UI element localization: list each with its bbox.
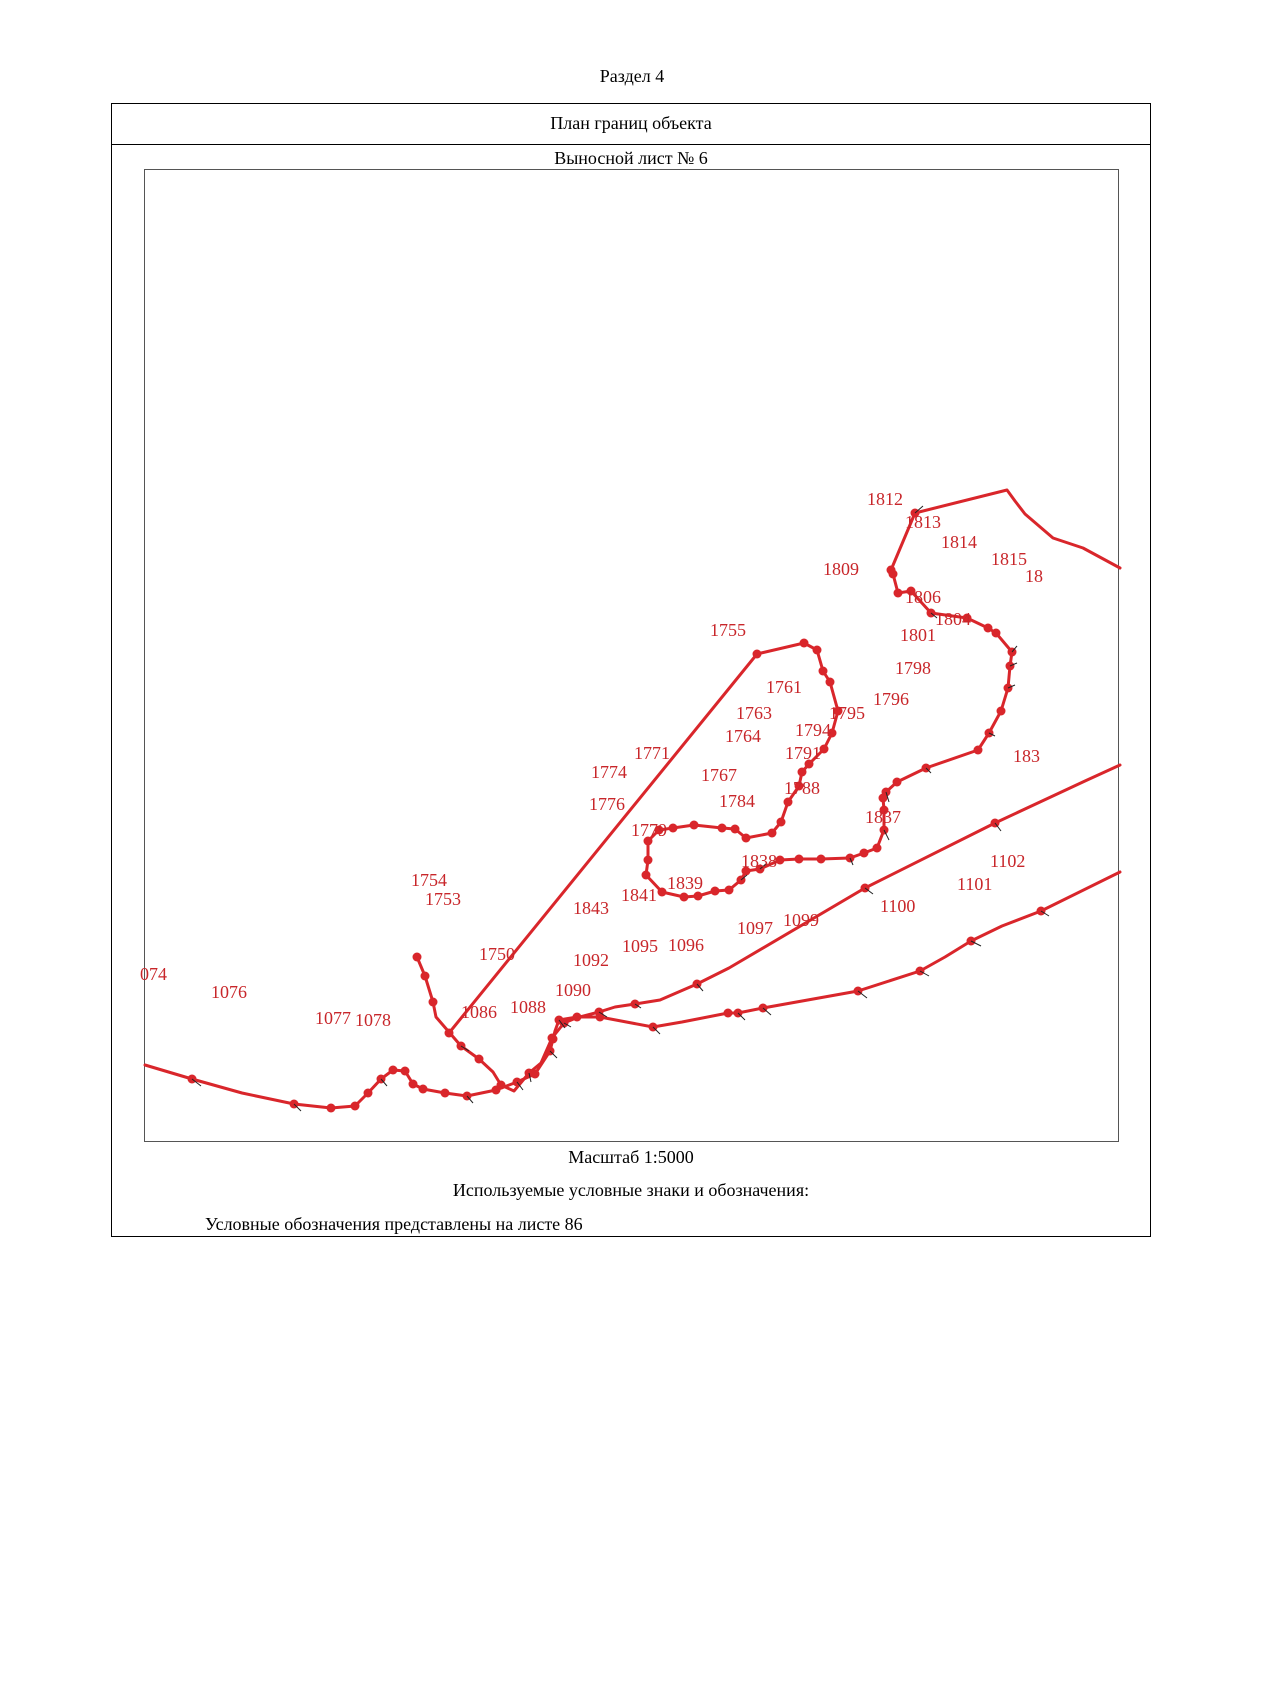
point-label: 18 <box>1025 566 1043 586</box>
point-label: 1788 <box>784 778 820 798</box>
point-label: 1795 <box>829 703 865 723</box>
point-label: 1092 <box>573 950 609 970</box>
plan-title: План границ объекта <box>112 104 1150 145</box>
boundary-point <box>718 824 727 833</box>
boundary-point <box>401 1067 410 1076</box>
boundary-point <box>596 1013 605 1022</box>
boundary-point <box>475 1055 484 1064</box>
boundary-point <box>445 1029 454 1038</box>
point-label: 1771 <box>634 743 670 763</box>
point-label: 1097 <box>737 918 773 938</box>
boundary-point <box>753 650 762 659</box>
boundary-point <box>742 834 751 843</box>
boundary-point <box>813 646 822 655</box>
boundary-point <box>873 844 882 853</box>
point-label: 1801 <box>900 625 936 645</box>
map-area[interactable] <box>140 169 1119 1142</box>
point-label: 1078 <box>355 1010 391 1030</box>
boundary-point <box>389 1066 398 1075</box>
boundary-point <box>549 1035 558 1044</box>
boundary-line-west <box>417 957 529 1091</box>
point-label: 1763 <box>736 703 772 723</box>
point-label: 1761 <box>766 677 802 697</box>
point-label: 1804 <box>935 609 971 629</box>
point-label: 1813 <box>905 512 941 532</box>
boundary-point <box>992 629 1001 638</box>
point-label: 1806 <box>905 587 941 607</box>
boundary-point <box>893 778 902 787</box>
boundary-point <box>658 888 667 897</box>
point-label: 1096 <box>668 935 704 955</box>
point-label: 074 <box>140 964 167 984</box>
boundary-point <box>826 678 835 687</box>
scale-label: Масштаб 1:5000 <box>568 1147 694 1167</box>
point-label: 1843 <box>573 898 609 918</box>
boundary-point <box>409 1080 418 1089</box>
point-label: 1815 <box>991 549 1027 569</box>
boundary-point <box>669 824 678 833</box>
point-label: 1839 <box>667 873 703 893</box>
point-label: 1774 <box>591 762 627 782</box>
point-label: 1794 <box>795 720 831 740</box>
boundary-point <box>800 639 809 648</box>
point-label: 1838 <box>741 851 777 871</box>
boundary-point <box>889 570 898 579</box>
point-label: 1798 <box>895 658 931 678</box>
boundary-point <box>974 746 983 755</box>
point-label: 1750 <box>479 944 515 964</box>
point-label: 1841 <box>621 885 657 905</box>
boundary-point <box>441 1089 450 1098</box>
boundary-point <box>351 1102 360 1111</box>
point-label: 1101 <box>957 874 993 894</box>
point-label: 1755 <box>710 620 746 640</box>
point-label: 1099 <box>783 910 819 930</box>
boundary-point <box>327 1104 336 1113</box>
point-label: 1814 <box>941 532 977 552</box>
point-label: 1809 <box>823 559 859 579</box>
boundary-point <box>817 855 826 864</box>
point-label: 1102 <box>990 851 1026 871</box>
boundary-point <box>680 893 689 902</box>
point-label: 1088 <box>510 997 546 1017</box>
boundary-point <box>429 998 438 1007</box>
sheet-title: Выносной лист № 6 <box>554 148 708 168</box>
boundary-point <box>725 886 734 895</box>
boundary-point <box>531 1070 540 1079</box>
boundary-point <box>492 1086 501 1095</box>
point-label: 1791 <box>785 743 821 763</box>
point-label: 1764 <box>725 726 761 746</box>
point-label: 1812 <box>867 489 903 509</box>
point-label: 1753 <box>425 889 461 909</box>
legend-title: Используемые условные знаки и обозначения: <box>452 1180 810 1200</box>
point-label: 1100 <box>880 896 916 916</box>
boundary-point <box>413 953 422 962</box>
point-label: 1779 <box>631 820 667 840</box>
boundary-point <box>573 1013 582 1022</box>
boundary-point <box>879 794 888 803</box>
point-label: 1784 <box>719 791 755 811</box>
boundary-point <box>731 825 740 834</box>
boundary-point <box>690 821 699 830</box>
point-label: 1796 <box>873 689 909 709</box>
point-label: 1837 <box>865 807 901 827</box>
boundary-point <box>768 829 777 838</box>
point-label: 1095 <box>622 936 658 956</box>
boundary-point <box>795 855 804 864</box>
point-label: 1767 <box>701 765 737 785</box>
boundary-point <box>777 818 786 827</box>
legend-note: Условные обозначения представлены на листе 86 <box>205 1214 583 1234</box>
point-label: 1086 <box>461 1002 497 1022</box>
boundary-point <box>819 667 828 676</box>
point-label: 1077 <box>315 1008 351 1028</box>
document-frame <box>111 103 1151 1237</box>
boundary-point <box>421 972 430 981</box>
point-label: 1090 <box>555 980 591 1000</box>
point-label: 1776 <box>589 794 625 814</box>
boundary-point <box>984 624 993 633</box>
boundary-point <box>644 856 653 865</box>
point-label: 1076 <box>211 982 247 1002</box>
boundary-point <box>642 871 651 880</box>
boundary-line-south <box>145 872 1120 1108</box>
boundary-point <box>860 849 869 858</box>
boundary-lines <box>145 170 1120 1108</box>
boundary-point <box>798 768 807 777</box>
section-title: Раздел 4 <box>599 66 665 86</box>
boundary-point <box>711 887 720 896</box>
point-label: 183 <box>1013 746 1040 766</box>
boundary-point <box>724 1009 733 1018</box>
boundary-point <box>997 707 1006 716</box>
boundary-point <box>364 1089 373 1098</box>
point-label: 1754 <box>411 870 447 890</box>
boundary-point <box>784 798 793 807</box>
boundary-point <box>894 589 903 598</box>
point-labels <box>140 489 1043 1030</box>
boundary-point <box>419 1085 428 1094</box>
boundary-map <box>140 170 1120 1143</box>
